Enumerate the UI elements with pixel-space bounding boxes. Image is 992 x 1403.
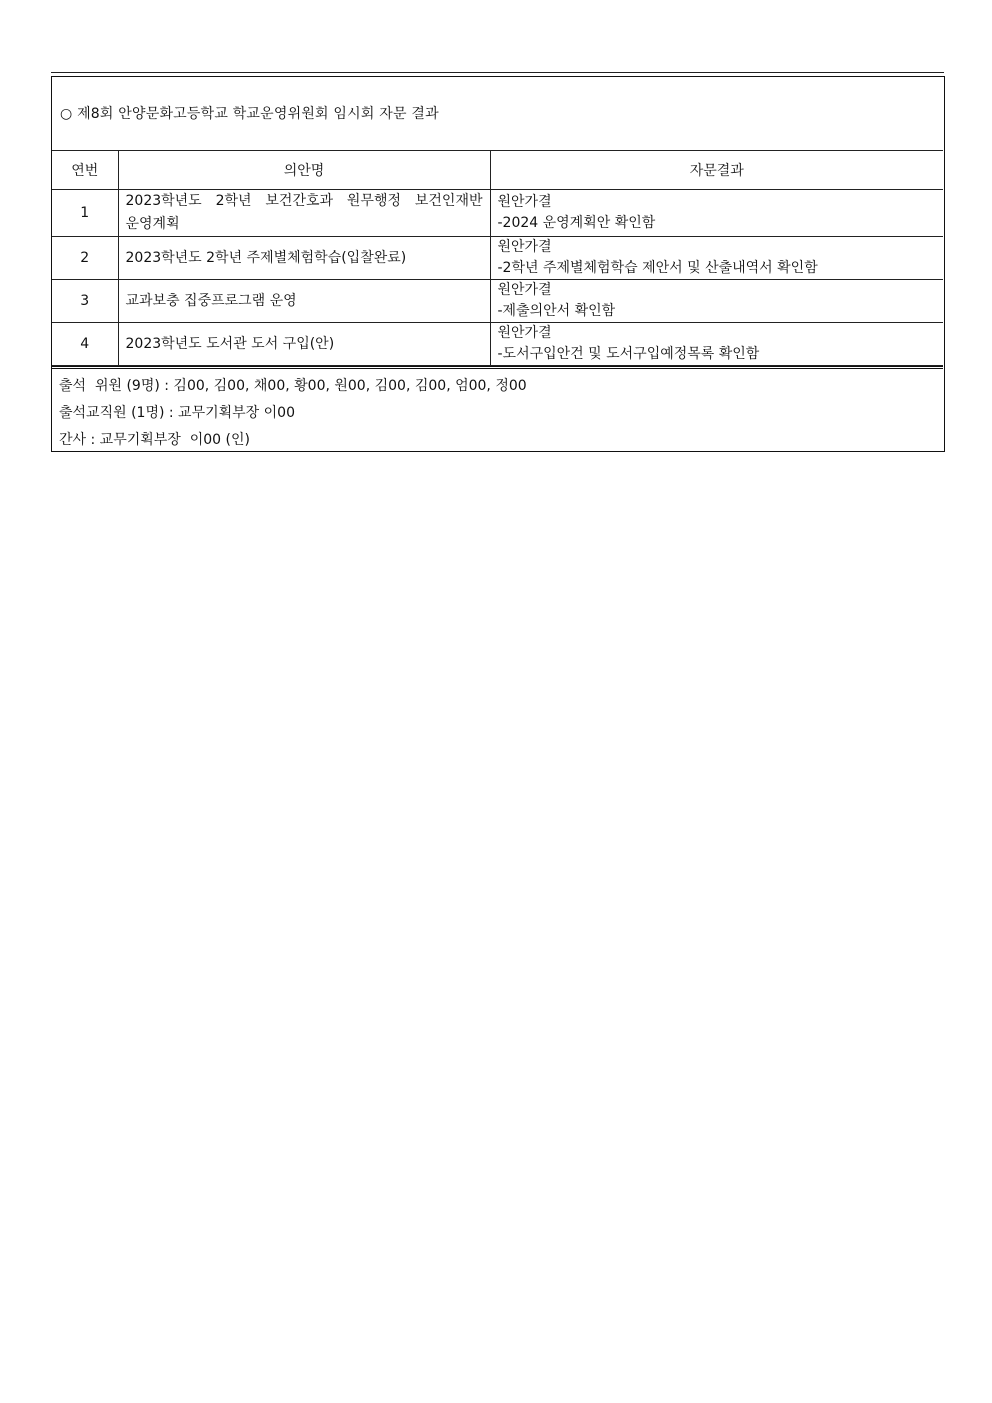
result-note: -2학년 주제별체험학습 제안서 및 산출내역서 확인함 — [497, 260, 818, 276]
attendance-section — [52, 366, 943, 451]
result-cell — [490, 237, 943, 280]
result-note: -제출의안서 확인함 — [497, 303, 616, 319]
row-number: 4 — [52, 323, 118, 366]
table-row — [52, 237, 943, 280]
result-decision: 원안가결 — [497, 239, 552, 255]
result-cell — [490, 323, 943, 366]
result-decision: 원안가결 — [497, 282, 552, 298]
header-result: 자문결과 — [490, 151, 943, 190]
table-row — [52, 280, 943, 323]
agenda-name: 교과보충 집중프로그램 운영 — [118, 280, 490, 323]
agenda-name: 2023학년도 도서관 도서 구입(안) — [118, 323, 490, 366]
result-note: -도서구입안건 및 도서구입예정목록 확인함 — [497, 346, 760, 362]
secretary-line: 간사 : 교무기획부장 이00 (인) — [59, 432, 250, 448]
consultation-result-frame — [51, 76, 945, 452]
document-title: ○ 제8회 안양문화고등학교 학교운영위원회 임시회 자문 결과 — [60, 106, 439, 122]
table-row — [52, 323, 943, 366]
table-header-row — [52, 151, 943, 190]
table-row — [52, 190, 943, 237]
row-number: 1 — [52, 190, 118, 237]
result-decision: 원안가결 — [497, 194, 552, 210]
attendance-members: 출석 위원 (9명) : 김00, 김00, 채00, 황00, 원00, 김00, 김00, 엄00, 정00 — [59, 378, 527, 394]
agenda-table — [52, 150, 943, 366]
agenda-name: 2023학년도 2학년 주제별체험학습(입찰완료) — [118, 237, 490, 280]
header-number: 연번 — [52, 151, 118, 190]
result-decision: 원안가결 — [497, 325, 552, 341]
header-agenda-name: 의안명 — [118, 151, 490, 190]
result-cell — [490, 280, 943, 323]
attendance-staff: 출석교직원 (1명) : 교무기획부장 이00 — [59, 405, 295, 421]
top-rule — [51, 72, 944, 73]
result-cell — [490, 190, 943, 237]
row-number: 2 — [52, 237, 118, 280]
result-note: -2024 운영계획안 확인함 — [497, 215, 656, 231]
row-number: 3 — [52, 280, 118, 323]
agenda-name: 2023학년도 2학년 보건간호과 원무행정 보건인재반 운영계획 — [118, 190, 490, 237]
